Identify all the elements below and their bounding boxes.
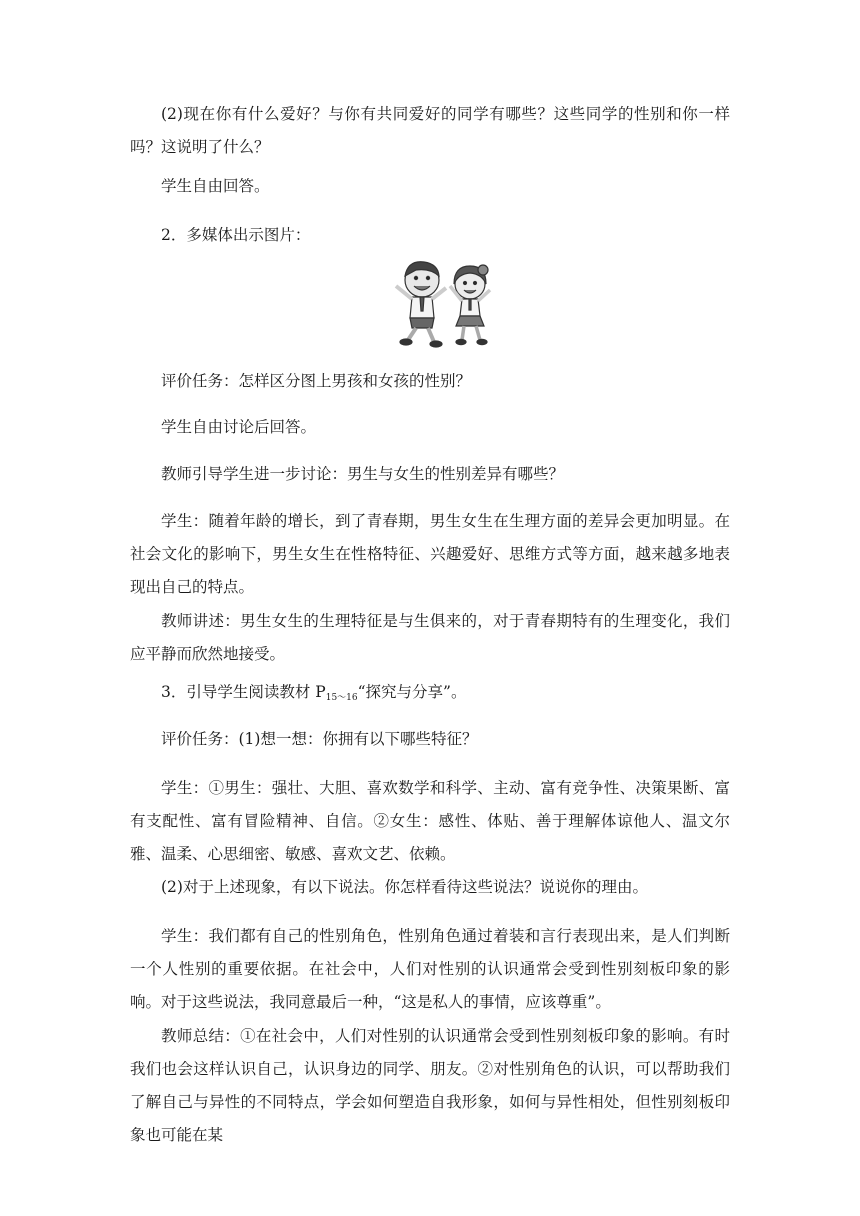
paragraph-student-discussion: 学生自由讨论后回答。 [161, 418, 317, 436]
paragraph-evaluation-task-1: 评价任务：怎样区分图上男孩和女孩的性别？ [161, 372, 472, 390]
paragraph-student-differences: 学生：随着年龄的增长，到了青春期，男生女生在生理方面的差异会更加明显。在社会文化的影响下，男生女生在性格特征、兴趣爱好、思维方式等方面，越来越多地表现出自己的特点。 [130, 512, 730, 596]
children-illustration [386, 256, 504, 348]
boy-figure [396, 262, 446, 347]
paragraph-reading-step [130, 676, 730, 715]
paragraph-hobby-question: (2)现在你有什么爱好？与你有共同爱好的同学有哪些？这些同学的性别和你一样吗？这说明了什么？ [130, 105, 730, 156]
page-range-subscript: 15～16 [325, 693, 358, 703]
paragraph-multimedia-step: 2．多媒体出示图片： [161, 226, 311, 244]
paragraph-question-2: (2)对于上述现象，有以下说法。你怎样看待这些说法？说说你的理由。 [161, 878, 648, 896]
paragraph-student-answer: 学生自由回答。 [161, 177, 270, 195]
reading-step-prefix: 3．引导学生阅读教材 P [161, 683, 326, 701]
girl-figure [450, 265, 490, 345]
paragraph-teacher-summary: 教师总结：①在社会中，人们对性别的认识通常会受到性别刻板印象的影响。有时我们也会这样认识自己，认识身边的同学、朋友。②对性别角色的认识，可以帮助我们了解自己与异性的不同特点，学会如何塑造自我形象，如何与异性相处，但性别刻板印象也可能在某 [130, 1027, 730, 1144]
paragraph-teacher-guide: 教师引导学生进一步讨论：男生与女生的性别差异有哪些？ [161, 465, 565, 483]
paragraph-evaluation-task-2: 评价任务：(1)想一想：你拥有以下哪些特征？ [161, 730, 478, 748]
reading-step-suffix: “探究与分享”。 [357, 683, 467, 701]
paragraph-student-traits: 学生：①男生：强壮、大胆、喜欢数学和科学、主动、富有竞争性、决策果断、富有支配性、富有冒险精神、自信。②女生：感性、体贴、善于理解体谅他人、温文尔雅、温柔、心思细密、敏感、喜欢文艺、依赖。 [130, 779, 730, 863]
paragraph-student-gender-role: 学生：我们都有自己的性别角色，性别角色通过着装和言行表现出来，是人们判断一个人性别的重要依据。在社会中，人们对性别的认识通常会受到性别刻板印象的影响。对于这些说法，我同意最后一种，“这是私人的事情，应该尊重”。 [130, 927, 730, 1011]
paragraph-teacher-statement: 教师讲述：男生女生的生理特征是与生俱来的，对于青春期特有的生理变化，我们应平静而欣然地接受。 [130, 612, 730, 663]
